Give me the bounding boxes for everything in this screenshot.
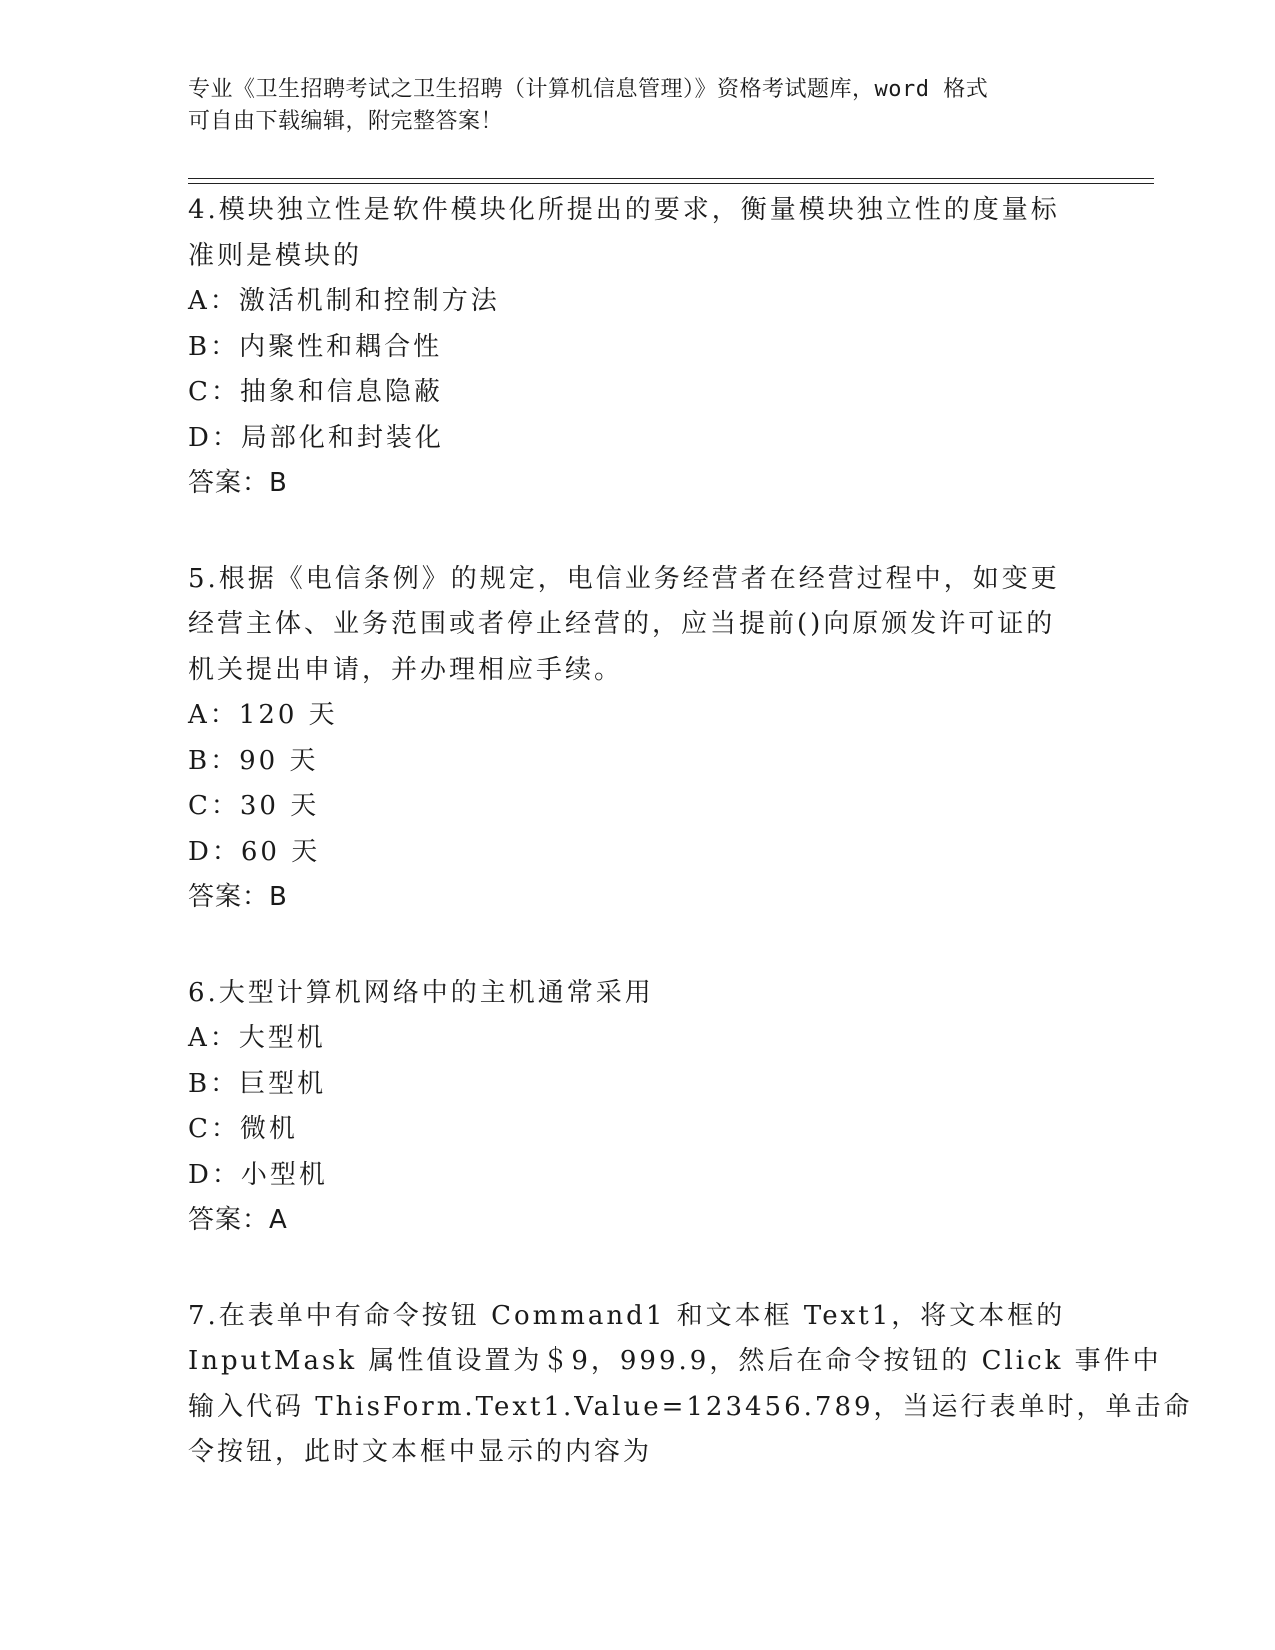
question-stem-line: 4.模块独立性是软件模块化所提出的要求，衡量模块独立性的度量标	[188, 195, 1060, 225]
question-list	[188, 188, 1193, 1526]
answer-key: 答案：B	[188, 468, 288, 498]
header-divider-top	[188, 178, 1154, 179]
answer-option: C：抽象和信息隐蔽	[188, 377, 443, 407]
answer-option: C：30 天	[188, 791, 320, 821]
question-stem	[188, 188, 1108, 279]
document-header-note	[188, 74, 1088, 138]
question-stem	[188, 971, 1108, 1017]
answer-option: D：小型机	[188, 1159, 328, 1190]
question-stem-line: 经营主体、业务范围或者停止经营的，应当提前()向原颁发许可证的	[188, 609, 1056, 639]
header-line-1: 专业《卫生招聘考试之卫生招聘（计算机信息管理）》资格考试题库，word 格式	[188, 77, 989, 102]
answer-option: B：90 天	[188, 745, 319, 776]
question-stem	[188, 1294, 1193, 1476]
answer-option: A：大型机	[188, 1023, 326, 1053]
answer-key: 答案：A	[188, 1205, 288, 1235]
question-stem-line: 6.大型计算机网络中的主机通常采用	[188, 977, 654, 1008]
question-block	[188, 971, 1108, 1244]
answer-option: D：局部化和封装化	[188, 422, 444, 453]
question-stem-line: 7.在表单中有命令按钮 Command1 和文本框 Text1，将文本框的	[188, 1300, 1066, 1331]
question-stem-line: 令按钮，此时文本框中显示的内容为	[188, 1437, 653, 1467]
question-stem-line: InputMask 属性值设置为＄9，999.9，然后在命令按钮的 Click 事件中	[188, 1346, 1162, 1376]
header-line-2: 可自由下载编辑，附完整答案！	[188, 109, 504, 134]
answer-option: A：120 天	[188, 700, 338, 730]
answer-option: B：内聚性和耦合性	[188, 331, 443, 362]
question-stem	[188, 557, 1108, 694]
answer-option: B：巨型机	[188, 1068, 327, 1099]
question-block	[188, 557, 1108, 921]
question-block	[188, 188, 1108, 507]
question-block	[188, 1294, 1193, 1476]
answer-option: C：微机	[188, 1114, 298, 1144]
answer-option: D：60 天	[188, 836, 321, 867]
answer-option: A：激活机制和控制方法	[188, 286, 500, 316]
question-stem-line: 机关提出申请，并办理相应手续。	[188, 654, 624, 685]
answer-key: 答案：B	[188, 882, 288, 912]
question-stem-line: 准则是模块的	[188, 240, 363, 271]
question-stem-line: 输入代码 ThisForm.Text1.Value=123456.789，当运行表单时，单击命	[188, 1391, 1193, 1422]
question-stem-line: 5.根据《电信条例》的规定，电信业务经营者在经营过程中，如变更	[188, 563, 1060, 594]
header-divider-bottom	[188, 183, 1154, 184]
